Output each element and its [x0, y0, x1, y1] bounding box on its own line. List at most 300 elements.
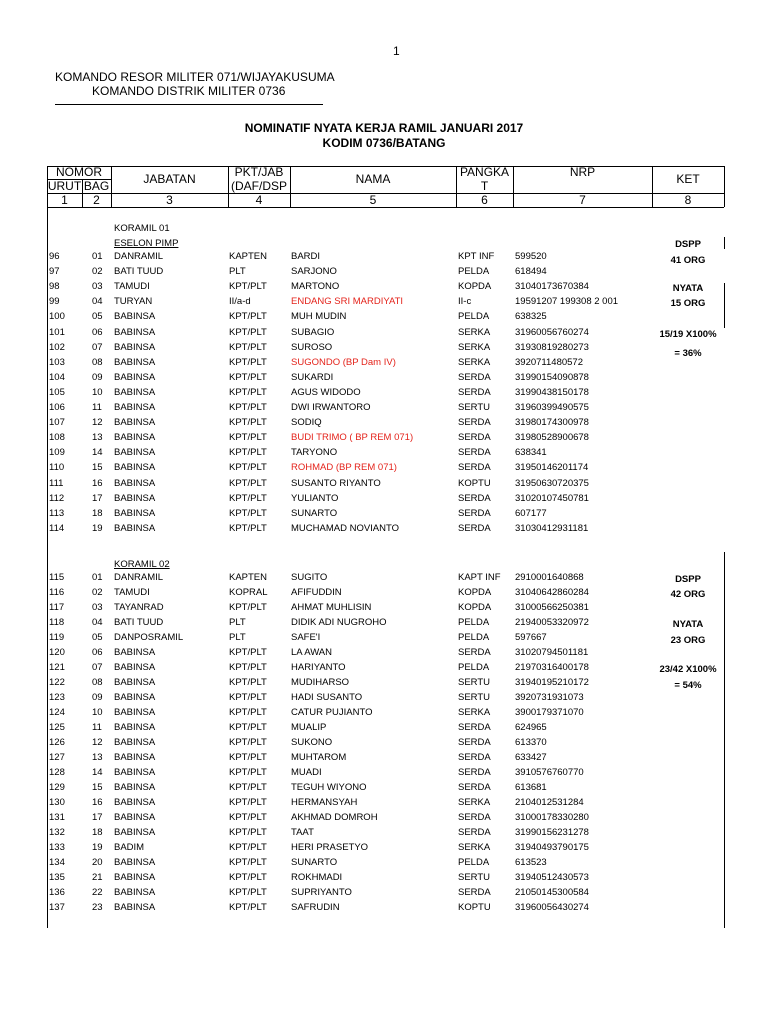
header-ket: KET	[676, 172, 700, 186]
row-pangkat: PELDA	[458, 857, 490, 868]
row-jabatan: BABINSA	[114, 432, 156, 444]
row-pangkat: II-c	[458, 296, 472, 308]
table-row	[0, 707, 768, 721]
row-bag: 17	[92, 492, 103, 504]
row-jabatan: BABINSA	[114, 371, 156, 383]
row-bag: 10	[92, 386, 103, 398]
row-bag: 04	[92, 617, 103, 628]
row-nrp: 21050145300584	[515, 887, 589, 898]
row-jabatan: BABINSA	[114, 522, 156, 534]
header-pkt-line2: (DAF/DSP	[230, 179, 287, 193]
header-nomor: NOMOR	[56, 165, 102, 179]
row-pangkat: SERDA	[458, 507, 491, 519]
colnum-6: 6	[481, 193, 488, 207]
page-number: 1	[393, 44, 400, 58]
row-pkt: KPT/PLT	[229, 402, 267, 413]
table-row	[0, 372, 768, 386]
section-1-note: = 36%	[674, 348, 702, 359]
row-nrp: 618494	[515, 266, 547, 278]
org-line-1: KOMANDO RESOR MILITER 071/WIJAYAKUSUMA	[55, 70, 335, 84]
row-jabatan: BABINSA	[114, 827, 156, 838]
row-jabatan: TAMUDI	[114, 587, 150, 598]
row-number: 105	[49, 386, 65, 398]
row-number: 112	[49, 492, 65, 504]
row-number: 111	[49, 477, 64, 489]
row-nama: AGUS WIDODO	[291, 386, 361, 398]
row-pangkat: SERDA	[458, 647, 491, 658]
row-nama: SUNARTO	[291, 857, 338, 868]
row-jabatan: BABINSA	[114, 887, 156, 898]
row-pangkat: SERTU	[458, 692, 491, 703]
row-nama: MUHTAROM	[291, 752, 347, 763]
row-nrp: 31950630720375	[515, 477, 589, 489]
row-nama: TAAT	[291, 827, 314, 838]
header-jabatan: JABATAN	[143, 172, 196, 186]
section-1-note: 41 ORG	[670, 255, 706, 266]
document-subtitle: KODIM 0736/BATANG	[322, 136, 446, 150]
row-jabatan: TAMUDI	[114, 281, 150, 293]
row-pkt: KPT/PLT	[229, 677, 267, 688]
row-jabatan: BABINSA	[114, 782, 156, 793]
row-nama: MUDIHARSO	[291, 677, 350, 688]
row-nrp: 31000178330280	[515, 812, 589, 823]
row-nama: MUADI	[291, 767, 322, 778]
header-bottom-border	[47, 207, 724, 208]
row-nama: DWI IRWANTORO	[291, 402, 371, 413]
row-bag: 22	[92, 887, 103, 898]
row-bag: 10	[92, 707, 103, 718]
table-row	[0, 767, 768, 781]
col-border-right	[724, 166, 725, 207]
row-jabatan: BABINSA	[114, 386, 156, 398]
row-nama: SARJONO	[291, 266, 337, 278]
row-number: 132	[49, 827, 65, 838]
row-pangkat: SERTU	[458, 402, 491, 413]
row-pangkat: KOPDA	[458, 281, 492, 293]
row-nama: DIDIK ADI NUGROHO	[291, 617, 387, 628]
row-bag: 23	[92, 902, 103, 913]
section-2-note: = 54%	[674, 680, 702, 691]
row-pkt: KPT/PLT	[229, 356, 267, 368]
table-row	[0, 417, 768, 431]
header-pangkat-line1: PANGKA	[459, 165, 510, 179]
row-number: 128	[49, 767, 65, 778]
row-jabatan: BABINSA	[114, 477, 156, 489]
row-number: 98	[49, 281, 60, 293]
ket-border-1	[724, 237, 725, 249]
row-pangkat: SERDA	[458, 722, 491, 733]
row-nrp: 638341	[515, 447, 547, 459]
row-pkt: KAPTEN	[229, 251, 268, 262]
row-nama: CATUR PUJIANTO	[291, 707, 373, 718]
row-jabatan: BATI TUUD	[114, 617, 164, 628]
row-bag: 02	[92, 266, 103, 278]
header-bag: BAG	[83, 179, 110, 193]
row-nama: ROHMAD (BP REM 071)	[291, 462, 397, 474]
row-number: 113	[49, 507, 65, 519]
row-pangkat: SERDA	[458, 371, 491, 383]
row-bag: 21	[92, 872, 103, 883]
row-bag: 03	[92, 602, 103, 613]
row-number: 123	[49, 692, 65, 703]
row-pkt: KPT/PLT	[229, 692, 267, 703]
row-nrp: 2104012531284	[515, 797, 584, 808]
row-bag: 05	[92, 632, 103, 643]
row-nrp: 31940195210172	[515, 677, 589, 688]
section-1-note: NYATA	[672, 283, 704, 294]
row-number: 136	[49, 887, 65, 898]
row-nrp: 613370	[515, 737, 547, 748]
row-jabatan: BABINSA	[114, 902, 156, 913]
row-number: 118	[49, 617, 65, 628]
row-nama: SUNARTO	[291, 507, 338, 519]
row-pangkat: SERDA	[458, 752, 491, 763]
row-pangkat: SERTU	[458, 872, 491, 883]
table-row	[0, 523, 768, 537]
row-pangkat: SERDA	[458, 447, 491, 459]
row-pangkat: KOPDA	[458, 587, 492, 598]
table-row	[0, 311, 768, 325]
org-underline	[55, 104, 323, 105]
section-1-name: KORAMIL 01	[114, 223, 170, 234]
row-nama: TARYONO	[291, 447, 338, 459]
section-1-note: DSPP	[675, 239, 701, 250]
row-pangkat: KOPTU	[458, 902, 491, 913]
row-bag: 14	[92, 767, 103, 778]
row-bag: 08	[92, 356, 103, 368]
section-1-note: 15/19 X100%	[659, 329, 717, 340]
row-nrp: 31950146201174	[515, 462, 589, 474]
row-number: 130	[49, 797, 65, 808]
row-pangkat: SERDA	[458, 812, 491, 823]
row-pkt: KPT/PLT	[229, 842, 267, 853]
row-nama: MUH MUDIN	[291, 311, 347, 323]
row-pangkat: SERKA	[458, 326, 491, 338]
row-pangkat: SERDA	[458, 492, 491, 504]
row-jabatan: TURYAN	[114, 296, 153, 308]
row-pangkat: SERKA	[458, 707, 491, 718]
row-bag: 13	[92, 432, 103, 444]
row-jabatan: BABINSA	[114, 677, 156, 688]
row-bag: 02	[92, 587, 103, 598]
row-jabatan: BABINSA	[114, 341, 156, 353]
table-row	[0, 812, 768, 826]
row-pkt: KOPRAL	[229, 587, 268, 598]
row-nama: SAFE'I	[291, 632, 321, 643]
row-nrp: 613681	[515, 782, 547, 793]
row-jabatan: BABINSA	[114, 812, 156, 823]
row-nama: LA AWAN	[291, 647, 333, 658]
row-jabatan: BABINSA	[114, 507, 156, 519]
row-nrp: 607177	[515, 507, 547, 519]
colnum-2: 2	[93, 193, 100, 207]
row-pangkat: KOPTU	[458, 477, 491, 489]
table-row	[0, 478, 768, 492]
row-nrp: 3920711480572	[515, 356, 583, 368]
row-nama: SUSANTO RIYANTO	[291, 477, 381, 489]
table-row	[0, 857, 768, 871]
row-jabatan: DANPOSRAMIL	[114, 632, 184, 643]
row-nama: SUROSO	[291, 341, 333, 353]
table-row	[0, 647, 768, 661]
row-nama: HARIYANTO	[291, 662, 346, 673]
row-nama: TEGUH WIYONO	[291, 782, 367, 793]
colnum-7: 7	[579, 193, 586, 207]
row-bag: 15	[92, 462, 103, 474]
row-bag: 14	[92, 447, 103, 459]
row-nrp: 31030412931181	[515, 522, 589, 534]
row-pangkat: SERDA	[458, 767, 491, 778]
row-pangkat: SERDA	[458, 782, 491, 793]
table-row	[0, 797, 768, 811]
row-pkt: KPT/PLT	[229, 797, 267, 808]
row-pangkat: SERDA	[458, 827, 491, 838]
row-pangkat: SERDA	[458, 737, 491, 748]
row-jabatan: BABINSA	[114, 707, 156, 718]
header-pkt-line1: PKT/JAB	[234, 165, 284, 179]
section-2-note: 23 ORG	[670, 635, 706, 646]
row-nama: MUCHAMAD NOVIANTO	[291, 522, 400, 534]
row-nrp: 31990438150178	[515, 386, 589, 398]
row-bag: 07	[92, 341, 103, 353]
row-bag: 05	[92, 311, 103, 323]
row-bag: 20	[92, 857, 103, 868]
row-bag: 13	[92, 752, 103, 763]
row-number: 101	[49, 326, 65, 338]
row-nrp: 21970316400178	[515, 662, 589, 673]
row-bag: 11	[92, 722, 102, 733]
table-row	[0, 752, 768, 766]
row-nrp: 3910576760770	[515, 767, 584, 778]
row-nama: AKHMAD DOMROH	[291, 812, 378, 823]
row-number: 122	[49, 677, 65, 688]
row-nama: BARDI	[291, 251, 321, 262]
row-pangkat: KAPT INF	[458, 572, 501, 583]
row-number: 115	[49, 572, 65, 583]
row-pangkat: SERDA	[458, 386, 491, 398]
row-nrp: 31990156231278	[515, 827, 589, 838]
row-bag: 09	[92, 371, 103, 383]
row-pkt: KPT/PLT	[229, 752, 267, 763]
row-number: 100	[49, 311, 65, 323]
row-number: 97	[49, 266, 60, 278]
row-pangkat: SERDA	[458, 417, 491, 429]
row-nama: SUKARDI	[291, 371, 334, 383]
row-jabatan: BABINSA	[114, 647, 156, 658]
row-nama: SUGONDO (BP Dam IV)	[291, 356, 396, 368]
table-row	[0, 402, 768, 416]
row-bag: 03	[92, 281, 103, 293]
header-nama: NAMA	[355, 172, 391, 186]
table-row	[0, 887, 768, 901]
row-number: 109	[49, 447, 65, 459]
row-jabatan: BABINSA	[114, 752, 156, 763]
header-urut: URUT	[47, 179, 82, 193]
section-1-subtitle: ESELON PIMP	[114, 238, 179, 249]
row-number: 129	[49, 782, 65, 793]
row-bag: 15	[92, 782, 103, 793]
row-nrp: 599520	[515, 251, 547, 262]
row-number: 108	[49, 432, 65, 444]
row-pangkat: SERDA	[458, 887, 491, 898]
row-number: 103	[49, 356, 65, 368]
row-pangkat: PELDA	[458, 617, 490, 628]
row-nrp: 31020794501181	[515, 647, 589, 658]
row-number: 134	[49, 857, 65, 868]
section-2-note: 42 ORG	[670, 589, 706, 600]
row-jabatan: BABINSA	[114, 737, 156, 748]
row-pkt: KPT/PLT	[229, 311, 267, 323]
row-pkt: KPT/PLT	[229, 722, 267, 733]
row-number: 107	[49, 417, 65, 429]
table-row	[0, 902, 768, 916]
row-nrp: 31960056760274	[515, 326, 589, 338]
row-pkt: PLT	[229, 617, 246, 628]
row-jabatan: BABINSA	[114, 462, 156, 474]
row-jabatan: BABINSA	[114, 417, 156, 429]
row-pkt: KPT/PLT	[229, 812, 267, 823]
row-nrp: 31040642860284	[515, 587, 589, 598]
row-pkt: II/a-d	[229, 296, 251, 308]
row-nama: MUALIP	[291, 722, 327, 733]
row-pkt: KPT/PLT	[229, 447, 267, 459]
row-nrp: 31000566250381	[515, 602, 589, 613]
row-jabatan: BABINSA	[114, 447, 156, 459]
section-2-note: 23/42 X100%	[659, 664, 717, 675]
row-jabatan: TAYANRAD	[114, 602, 164, 613]
row-number: 127	[49, 752, 65, 763]
row-pkt: KPT/PLT	[229, 872, 267, 883]
row-jabatan: BATI TUUD	[114, 266, 164, 278]
colnum-5: 5	[369, 193, 377, 207]
table-row	[0, 602, 768, 616]
row-nama: SAFRUDIN	[291, 902, 340, 913]
table-row	[0, 842, 768, 856]
row-pkt: KPT/PLT	[229, 707, 267, 718]
colnum-3: 3	[166, 193, 173, 207]
section-2-name: KORAMIL 02	[114, 559, 170, 570]
row-pangkat: SERKA	[458, 797, 491, 808]
row-pangkat: SERTU	[458, 677, 491, 688]
row-nama: SUGITO	[291, 572, 328, 583]
row-nrp: 633427	[515, 752, 547, 763]
section-2-note: DSPP	[675, 574, 701, 585]
row-pkt: KPT/PLT	[229, 341, 267, 353]
row-pkt: KPT/PLT	[229, 782, 267, 793]
row-nrp: 2910001640868	[515, 572, 584, 583]
row-pangkat: SERDA	[458, 522, 491, 534]
row-number: 121	[49, 662, 65, 673]
row-number: 137	[49, 902, 65, 913]
row-nrp: 624965	[515, 722, 547, 733]
table-row	[0, 692, 768, 706]
header-pangkat-line2: T	[480, 179, 489, 193]
row-number: 125	[49, 722, 65, 733]
row-jabatan: BABINSA	[114, 857, 156, 868]
row-pkt: KPT/PLT	[229, 767, 267, 778]
row-nrp: 31960056430274	[515, 902, 589, 913]
row-pkt: KPT/PLT	[229, 827, 267, 838]
row-pkt: KPT/PLT	[229, 857, 267, 868]
row-jabatan: BABINSA	[114, 492, 156, 504]
table-row	[0, 737, 768, 751]
row-pkt: KPT/PLT	[229, 371, 267, 383]
row-bag: 16	[92, 477, 103, 489]
table-row	[0, 387, 768, 401]
row-nama: AHMAT MUHLISIN	[291, 602, 372, 613]
row-bag: 17	[92, 812, 103, 823]
row-pkt: KPT/PLT	[229, 432, 267, 444]
row-number: 116	[49, 587, 65, 598]
row-nama: BUDI TRIMO ( BP REM 071)	[291, 432, 414, 444]
row-nrp: 31020107450781	[515, 492, 589, 504]
row-nrp: 31990154090878	[515, 371, 589, 383]
row-bag: 12	[92, 737, 103, 748]
row-number: 126	[49, 737, 65, 748]
row-number: 133	[49, 842, 65, 853]
row-pangkat: PELDA	[458, 311, 490, 323]
colnum-8: 8	[684, 193, 692, 207]
row-pkt: KPT/PLT	[229, 477, 267, 489]
row-nama: SUPRIYANTO	[291, 887, 352, 898]
row-number: 110	[49, 462, 65, 474]
row-pkt: KPT/PLT	[229, 326, 267, 338]
row-nrp: 31980528900678	[515, 432, 589, 444]
row-number: 124	[49, 707, 65, 718]
row-jabatan: BABINSA	[114, 722, 156, 733]
table-row	[0, 872, 768, 886]
row-pkt: KPT/PLT	[229, 602, 267, 613]
row-jabatan: BABINSA	[114, 767, 156, 778]
row-bag: 16	[92, 797, 103, 808]
row-nrp: 3920731931073	[515, 692, 584, 703]
row-pangkat: PELDA	[458, 632, 490, 643]
row-bag: 12	[92, 417, 103, 429]
row-nrp: 613523	[515, 857, 547, 868]
table-row	[0, 827, 768, 841]
row-nama: SUBAGIO	[291, 326, 335, 338]
section-1-note: 15 ORG	[670, 298, 706, 309]
row-bag: 11	[92, 402, 102, 413]
row-pangkat: SERDA	[458, 432, 491, 444]
row-nrp: 31980174300978	[515, 417, 589, 429]
row-pkt: KPT/PLT	[229, 507, 267, 519]
row-number: 99	[49, 296, 60, 308]
row-pkt: KPT/PLT	[229, 281, 267, 293]
row-number: 119	[49, 632, 65, 643]
table-row	[0, 462, 768, 476]
row-nrp: 3900179371070	[515, 707, 584, 718]
colnum-4: 4	[255, 193, 263, 207]
row-jabatan: BADIM	[114, 842, 145, 853]
row-nama: ENDANG SRI MARDIYATI	[291, 296, 404, 308]
table-row	[0, 266, 768, 280]
table-row	[0, 493, 768, 507]
row-bag: 06	[92, 647, 103, 658]
row-number: 117	[49, 602, 65, 613]
table-row	[0, 508, 768, 522]
row-bag: 08	[92, 677, 103, 688]
row-bag: 07	[92, 662, 103, 673]
row-pkt: KPT/PLT	[229, 492, 267, 504]
row-pangkat: KPT INF	[458, 251, 495, 262]
row-pkt: KPT/PLT	[229, 887, 267, 898]
header-nrp: NRP	[569, 165, 596, 179]
row-number: 120	[49, 647, 65, 658]
row-pangkat: SERKA	[458, 842, 491, 853]
table-row	[0, 722, 768, 736]
row-nrp: 31940493790175	[515, 842, 589, 853]
